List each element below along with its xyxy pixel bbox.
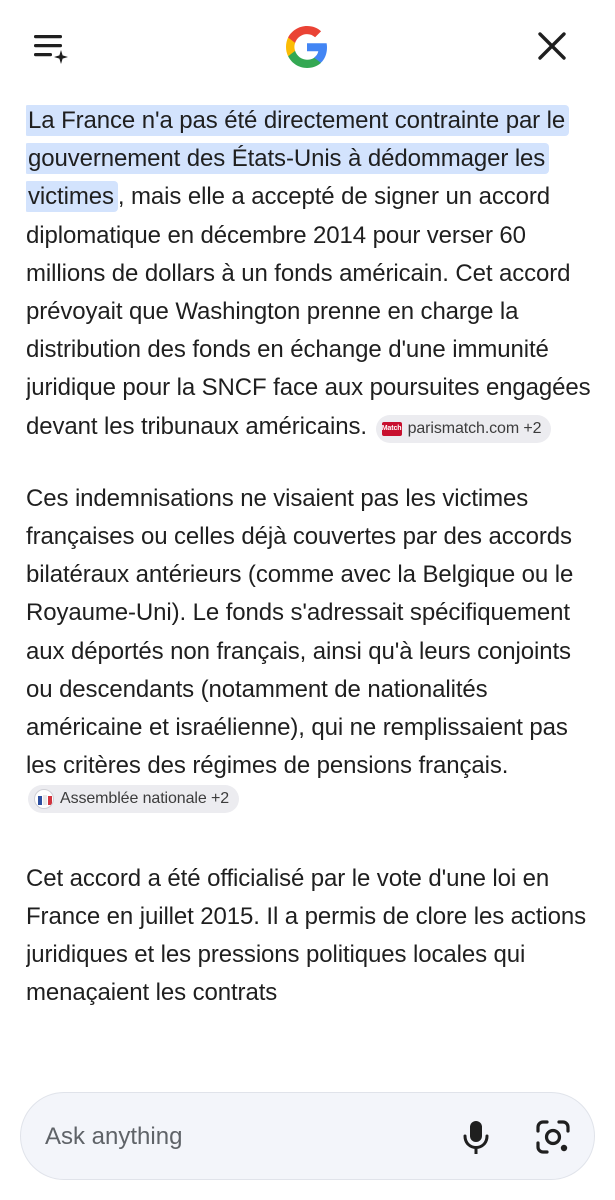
source-chip-assemblee-nationale[interactable] bbox=[28, 785, 239, 813]
top-bar bbox=[0, 0, 615, 92]
paragraph-text: , mais elle a accepté de signer un accord diplomatique en décembre 2014 pour verser 60 millions de dollars à un fonds américain. Cet accord prévoyait que Washington prenne en charge la distribution des fonds en échange d'une immunité juridique pour la SNCF face aux poursuites engagées devant les tribunaux américains. bbox=[26, 183, 591, 440]
highlighted-text: La France n'a pas été directement contrainte par le gouvernement des États-Unis à dédommager les victimes bbox=[26, 105, 569, 212]
answer-paragraph-2 bbox=[26, 480, 592, 826]
answer-paragraph-3 bbox=[26, 860, 592, 1013]
close-icon[interactable] bbox=[532, 26, 572, 66]
source-chip-label: Assemblée nationale +2 bbox=[60, 790, 230, 808]
ai-answer bbox=[26, 102, 592, 1072]
lens-camera-icon[interactable] bbox=[533, 1117, 573, 1157]
parismatch-favicon-icon: Match bbox=[382, 422, 402, 436]
source-chip-label: parismatch.com +2 bbox=[407, 419, 542, 437]
source-chip-parismatch[interactable] bbox=[376, 415, 552, 443]
assemblee-nationale-favicon-icon bbox=[34, 789, 54, 809]
paragraph-text: Cet accord a été officialisé par le vote d'une loi en France en juillet 2015. Il a permis de clore les actions juridiques et les pressions politiques locales qui menaçaient les contrats bbox=[26, 864, 587, 1007]
google-g-logo[interactable] bbox=[282, 22, 332, 72]
paragraph-text: Ces indemnisations ne visaient pas les victimes françaises ou celles déjà couvertes par des accords bilatéraux antérieurs (comme avec la Belgique ou le Royaume-Uni). Le fonds s'adressait spécifiquement aux déportés non français, ainsi qu'à leurs conjoints ou descendants (notamment de nationalités américaine et israélienne), qui ne remplissaient pas les critères des régimes de pensions français. bbox=[26, 484, 574, 780]
menu-sparkle-icon[interactable] bbox=[28, 26, 70, 68]
ask-input[interactable] bbox=[45, 1119, 425, 1155]
ask-bar bbox=[20, 1092, 595, 1180]
microphone-icon[interactable] bbox=[459, 1117, 493, 1157]
answer-paragraph-1 bbox=[26, 102, 592, 446]
